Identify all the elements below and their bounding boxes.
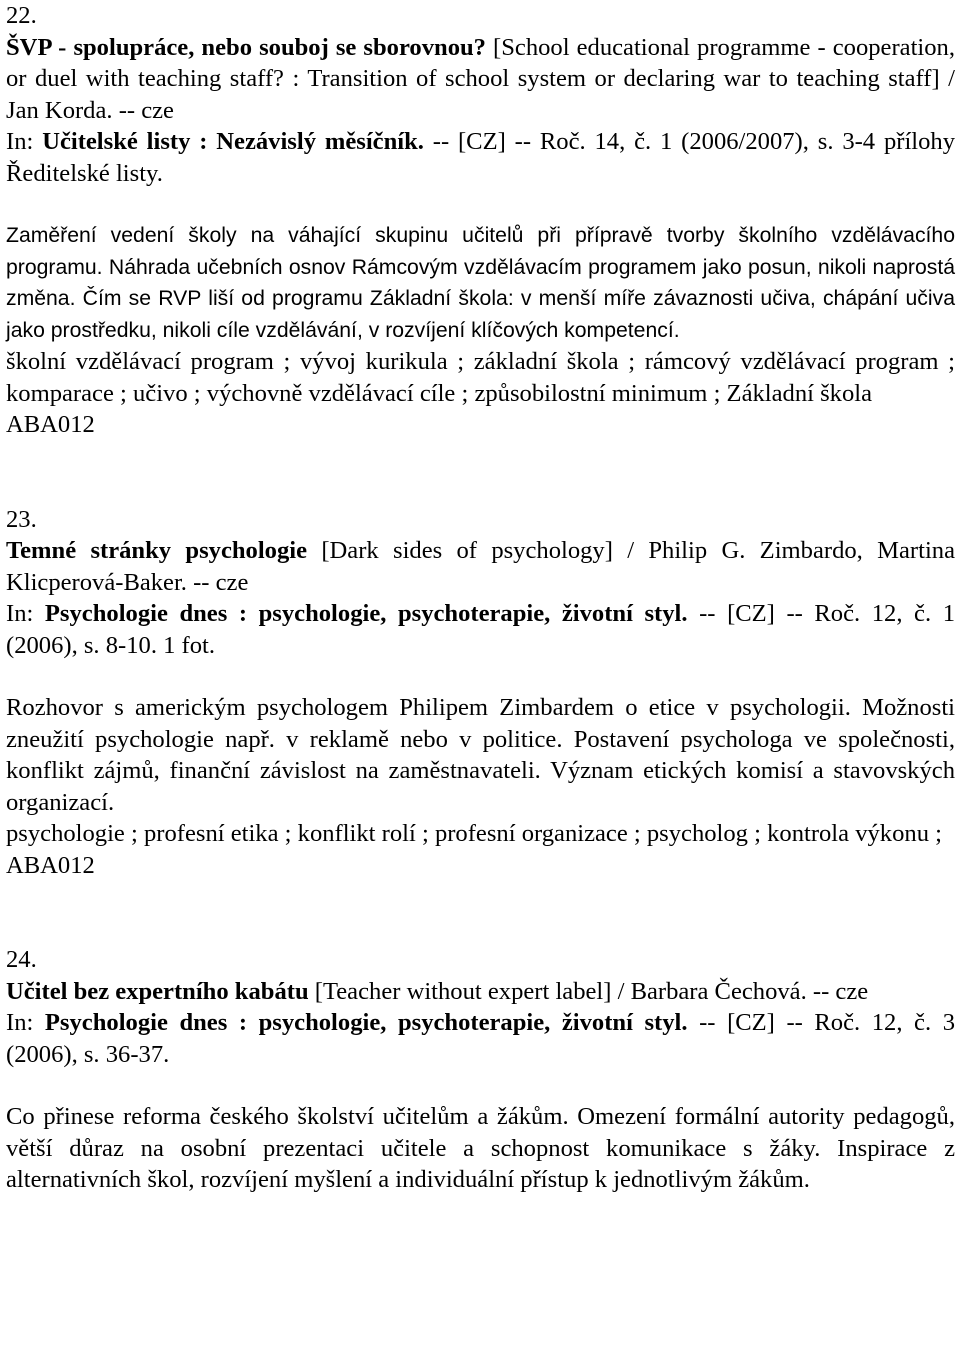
record-citation-rest: [School educational programme - cooperation, or duel with teaching staff? : Transition of school system or declaring war to teaching staff] / Jan Korda. -- cze — [6, 33, 955, 124]
record-number: 24. — [6, 946, 37, 973]
record-source — [6, 126, 955, 189]
source-prefix: In: — [6, 1009, 45, 1036]
record-entry — [6, 944, 955, 1196]
source-details: -- [CZ] -- Roč. 12, č. 1 (2006), s. 8-10. 1 fot. — [6, 600, 955, 659]
source-prefix: In: — [6, 128, 43, 155]
record-citation — [6, 976, 955, 1008]
record-title: Učitel bez expertního kabátu — [6, 977, 309, 1005]
record-abstract: Rozhovor s americkým psychologem Philipem Zimbardem o etice v psychologii. Možnosti zneužití psychologie např. v reklamě nebo v politice. Postavení psychologa ve společnosti, konflikt zájmů, finanční závislost na zaměstnavateli. Význam etických komisí a stavovských organizací. — [6, 694, 955, 816]
record-code: ABA012 — [6, 851, 95, 879]
source-details: -- [CZ] -- Roč. 14, č. 1 (2006/2007), s. 3-4 přílohy Ředitelské listy. — [6, 128, 956, 187]
record-abstract: Zaměření vedení školy na váhající skupinu učitelů při přípravě tvorby školního vzdělávacího programu. Náhrada učebních osnov Rámcovým vzdělávacím programem jako posun, nikoli naprostá změna. Čím se RVP liší od programu Základní škola: v menší míře závaznosti učiva, chápání učiva jako prostředku, nikoli cíle vzdělávání, v rozvíjení klíčových kompetencí. — [6, 224, 955, 342]
record-title: ŠVP - spolupráce, nebo souboj se sborovnou? — [6, 33, 486, 61]
record-keywords: školní vzdělávací program ; vývoj kurikula ; základní škola ; rámcový vzdělávací program ; komparace ; učivo ; výchovně vzdělávací cíle ; způsobilostní minimum ; Základní škola — [6, 348, 955, 407]
source-title: Psychologie dnes : psychologie, psychoterapie, životní styl. — [44, 1009, 688, 1036]
record-number: 23. — [6, 505, 37, 533]
record-title: Temné stránky psychologie — [6, 537, 308, 564]
record-source — [6, 598, 955, 661]
record-citation-rest: [Dark sides of psychology] / Philip G. Zimbardo, Martina Klicperová-Baker. -- cze — [6, 537, 955, 596]
record-citation — [6, 535, 955, 598]
record-code: ABA012 — [6, 411, 95, 438]
record-citation-rest: [Teacher without expert label] / Barbara Čechová. -- cze — [308, 977, 869, 1005]
source-title: Učitelské listy : Nezávislý měsíčník. — [42, 128, 424, 155]
source-details: -- [CZ] -- Roč. 12, č. 3 (2006), s. 36-37. — [6, 1009, 955, 1068]
record-entry — [6, 504, 955, 882]
document-page — [6, 0, 955, 1196]
record-keywords: psychologie ; profesní etika ; konflikt rolí ; profesní organizace ; psycholog ; kontrola výkonu ; — [6, 820, 942, 847]
source-prefix: In: — [6, 600, 45, 627]
record-abstract: Co přinese reforma českého školství učitelům a žákům. Omezení formální autority pedagogů, větší důraz na osobní prezentaci učitele a schopnost komunikace s žáky. Inspirace z alternativních škol, rozvíjení myšlení a individuální přístup k jednotlivým žákům. — [6, 1103, 955, 1193]
record-number: 22. — [6, 2, 37, 29]
source-title: Psychologie dnes : psychologie, psychoterapie, životní styl. — [44, 600, 688, 627]
record-citation — [6, 32, 955, 127]
record-entry — [6, 0, 955, 441]
record-source — [6, 1007, 955, 1070]
